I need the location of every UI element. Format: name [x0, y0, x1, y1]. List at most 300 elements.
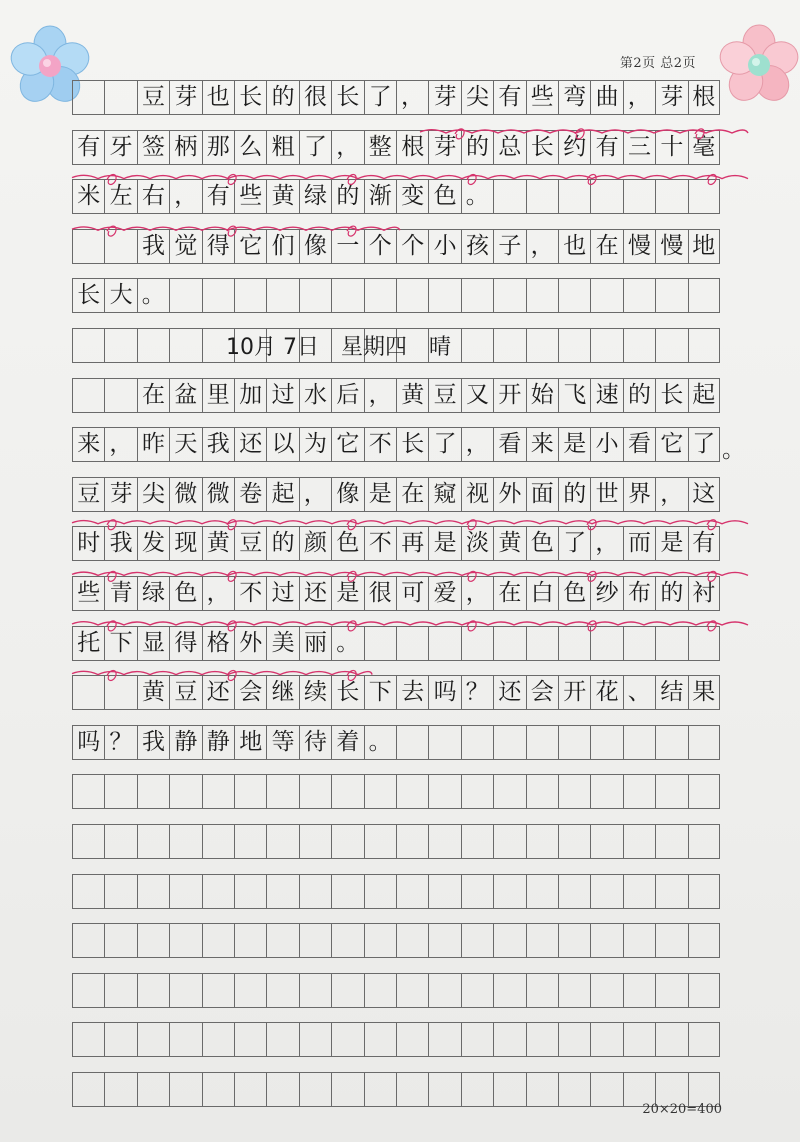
- grid-cell: [688, 328, 720, 363]
- grid-cell: 不: [364, 526, 396, 561]
- grid-cell: [72, 328, 104, 363]
- grid-cell: [72, 229, 104, 264]
- grid-cell: 会: [526, 675, 558, 710]
- grid-cell: 而: [623, 526, 655, 561]
- grid-cell: 有: [688, 526, 720, 561]
- grid-cell: [137, 328, 169, 363]
- grid-cell: [590, 824, 622, 859]
- grid-cell: 昨: [137, 427, 169, 462]
- grid-cell: 有: [493, 80, 525, 115]
- grid-cell: 的: [558, 477, 590, 512]
- grid-cell: ，: [461, 576, 493, 611]
- grid-cell: 签: [137, 130, 169, 165]
- grid-cell: 颜: [299, 526, 331, 561]
- grid-cell: [396, 278, 428, 313]
- grid-cell: 在: [137, 378, 169, 413]
- grid-cell: 十: [655, 130, 687, 165]
- grid-cell: [688, 774, 720, 809]
- grid-cell: 起: [266, 477, 298, 512]
- grid-cell: 色: [169, 576, 201, 611]
- grid-cell: 加: [234, 378, 266, 413]
- grid-cell: 柄: [169, 130, 201, 165]
- grid-cell: 来: [526, 427, 558, 462]
- grid-cell: 整: [364, 130, 396, 165]
- grid-cell: 地: [234, 725, 266, 760]
- grid-cell: [299, 923, 331, 958]
- grid-cell: 芽: [428, 130, 460, 165]
- grid-cell: 米: [72, 179, 104, 214]
- grid-cell: [688, 874, 720, 909]
- grid-cell: 很: [364, 576, 396, 611]
- grid-cell: 。: [364, 725, 396, 760]
- grid-cell: 天: [169, 427, 201, 462]
- grid-cell: ，: [623, 80, 655, 115]
- grid-cell: 它: [655, 427, 687, 462]
- grid-cell: 里: [202, 378, 234, 413]
- grid-cell: 像: [299, 229, 331, 264]
- grid-cell: [266, 824, 298, 859]
- grid-cell: [558, 328, 590, 363]
- grid-cell: 的: [266, 526, 298, 561]
- grid-cell: 在: [590, 229, 622, 264]
- grid-cell: 丽: [299, 626, 331, 661]
- grid-cell: 右: [137, 179, 169, 214]
- grid-row: [72, 278, 720, 313]
- grid-cell: 发: [137, 526, 169, 561]
- grid-cell: 、: [623, 675, 655, 710]
- grid-cell: [655, 874, 687, 909]
- grid-cell: [655, 626, 687, 661]
- grid-cell: 。: [461, 179, 493, 214]
- grid-cell: [493, 725, 525, 760]
- grid-cell: 还: [234, 427, 266, 462]
- grid-row: [72, 130, 720, 165]
- grid-cell: 也: [202, 80, 234, 115]
- grid-cell: 飞: [558, 378, 590, 413]
- grid-row: [72, 774, 720, 809]
- grid-cell: 世: [590, 477, 622, 512]
- grid-cell: [688, 824, 720, 859]
- grid-cell: [461, 1072, 493, 1107]
- grid-cell: [461, 973, 493, 1008]
- grid-cell: 起: [688, 378, 720, 413]
- grid-cell: 是: [428, 526, 460, 561]
- grid-cell: [526, 328, 558, 363]
- grid-cell: 地: [688, 229, 720, 264]
- grid-cell: 小: [428, 229, 460, 264]
- grid-cell: 托: [72, 626, 104, 661]
- grid-cell: [331, 923, 363, 958]
- grid-cell: 了: [688, 427, 720, 462]
- grid-cell: [590, 774, 622, 809]
- grid-cell: 豆: [137, 80, 169, 115]
- grid-cell: [137, 923, 169, 958]
- grid-cell: [169, 278, 201, 313]
- grid-cell: 还: [202, 675, 234, 710]
- grid-cell: [299, 774, 331, 809]
- grid-cell: [623, 923, 655, 958]
- grid-cell: [526, 973, 558, 1008]
- grid-cell: [526, 1072, 558, 1107]
- grid-cell: 还: [299, 576, 331, 611]
- grid-cell: [299, 824, 331, 859]
- grid-cell: 黄: [202, 526, 234, 561]
- grid-cell: [266, 774, 298, 809]
- grid-cell: [428, 923, 460, 958]
- grid-cell: 小: [590, 427, 622, 462]
- grid-row: [72, 874, 720, 909]
- grid-cell: 三: [623, 130, 655, 165]
- grid-cell: 些: [234, 179, 266, 214]
- grid-cell: 的: [331, 179, 363, 214]
- grid-cell: [234, 874, 266, 909]
- grid-cell: 青: [104, 576, 136, 611]
- grid-cell: 黄: [137, 675, 169, 710]
- grid-cell: ，: [169, 179, 201, 214]
- grid-cell: 总: [493, 130, 525, 165]
- grid-cell: [428, 874, 460, 909]
- grid-cell: [623, 278, 655, 313]
- grid-cell: [234, 824, 266, 859]
- grid-cell: 现: [169, 526, 201, 561]
- grid-cell: 速: [590, 378, 622, 413]
- grid-cell: 慢: [623, 229, 655, 264]
- grid-cell: 很: [299, 80, 331, 115]
- grid-row: [72, 229, 720, 264]
- grid-cell: 静: [202, 725, 234, 760]
- grid-cell: 长: [331, 80, 363, 115]
- diary-date-line: 10月 7日 星期四 晴: [226, 335, 451, 360]
- grid-cell: [169, 1022, 201, 1057]
- grid-cell: 我: [137, 229, 169, 264]
- grid-cell: 黄: [266, 179, 298, 214]
- grid-cell: [72, 923, 104, 958]
- grid-cell: [493, 179, 525, 214]
- grid-cell: 得: [169, 626, 201, 661]
- grid-cell: [202, 1022, 234, 1057]
- grid-cell: 芽: [169, 80, 201, 115]
- grid-cell: [623, 774, 655, 809]
- grid-cell: [493, 973, 525, 1008]
- grid-cell: 渐: [364, 179, 396, 214]
- grid-cell: [137, 1022, 169, 1057]
- grid-cell: 续: [299, 675, 331, 710]
- grid-cell: 布: [623, 576, 655, 611]
- grid-cell: [104, 973, 136, 1008]
- grid-cell: 果: [688, 675, 720, 710]
- grid-cell: [688, 278, 720, 313]
- grid-cell: 芽: [104, 477, 136, 512]
- grid-cell: 尖: [137, 477, 169, 512]
- grid-row: [72, 824, 720, 859]
- grid-cell: 是: [331, 576, 363, 611]
- grid-cell: [104, 1022, 136, 1057]
- grid-cell: 我: [137, 725, 169, 760]
- grid-cell: [623, 725, 655, 760]
- grid-cell: 白: [526, 576, 558, 611]
- grid-cell: [266, 874, 298, 909]
- grid-cell: 吗: [428, 675, 460, 710]
- grid-cell: 花: [590, 675, 622, 710]
- grid-cell: [623, 824, 655, 859]
- grid-row: [72, 179, 720, 214]
- grid-cell: [104, 774, 136, 809]
- grid-cell: 些: [526, 80, 558, 115]
- grid-cell: [428, 973, 460, 1008]
- grid-cell: ，: [655, 477, 687, 512]
- grid-cell: [202, 278, 234, 313]
- grid-cell: 衬: [688, 576, 720, 611]
- grid-cell: [364, 874, 396, 909]
- grid-row: [72, 725, 720, 760]
- grid-cell: [72, 675, 104, 710]
- grid-cell: 左: [104, 179, 136, 214]
- grid-cell: [558, 179, 590, 214]
- grid-cell: [72, 973, 104, 1008]
- grid-cell: 个: [364, 229, 396, 264]
- grid-cell: 盆: [169, 378, 201, 413]
- grid-cell: 它: [234, 229, 266, 264]
- grid-cell: 色: [428, 179, 460, 214]
- grid-cell: 的: [655, 576, 687, 611]
- grid-cell: [72, 1022, 104, 1057]
- grid-cell: [396, 725, 428, 760]
- grid-cell: 的: [623, 378, 655, 413]
- grid-cell: ？: [104, 725, 136, 760]
- grid-cell: 格: [202, 626, 234, 661]
- grid-cell: [331, 1022, 363, 1057]
- grid-cell: [202, 774, 234, 809]
- grid-cell: 下: [364, 675, 396, 710]
- grid-cell: [526, 774, 558, 809]
- grid-cell: [526, 1022, 558, 1057]
- grid-cell: 那: [202, 130, 234, 165]
- grid-cell: 豆: [72, 477, 104, 512]
- grid-cell: [655, 774, 687, 809]
- grid-cell: [493, 626, 525, 661]
- grid-cell: ，: [299, 477, 331, 512]
- grid-cell: [558, 774, 590, 809]
- grid-cell: 变: [396, 179, 428, 214]
- grid-cell: 可: [396, 576, 428, 611]
- grid-cell: [266, 923, 298, 958]
- grid-cell: [364, 278, 396, 313]
- grid-cell: [623, 874, 655, 909]
- grid-row: [72, 328, 720, 363]
- grid-cell: [364, 1072, 396, 1107]
- grid-cell: 始: [526, 378, 558, 413]
- grid-cell: [526, 824, 558, 859]
- grid-cell: [396, 923, 428, 958]
- grid-cell: 时: [72, 526, 104, 561]
- grid-cell: [461, 278, 493, 313]
- grid-cell: 外: [493, 477, 525, 512]
- grid-cell: 约: [558, 130, 590, 165]
- grid-cell: ，: [202, 576, 234, 611]
- pink-flower-sticker-icon: [718, 22, 800, 112]
- grid-cell: [396, 774, 428, 809]
- grid-cell: 曲: [590, 80, 622, 115]
- grid-cell: [169, 1072, 201, 1107]
- grid-cell: [266, 1022, 298, 1057]
- grid-row: [72, 526, 720, 561]
- grid-cell: [169, 824, 201, 859]
- grid-cell: 的: [461, 130, 493, 165]
- grid-cell: 根: [396, 130, 428, 165]
- grid-cell: 了: [364, 80, 396, 115]
- grid-cell: [558, 923, 590, 958]
- grid-cell: [137, 973, 169, 1008]
- grid-cell: [461, 923, 493, 958]
- grid-cell: 子: [493, 229, 525, 264]
- grid-cell: [396, 1022, 428, 1057]
- page-number-label: 第2页 总2页: [619, 56, 696, 71]
- grid-cell: ，: [364, 378, 396, 413]
- grid-cell: 是: [558, 427, 590, 462]
- grid-cell: ，: [331, 130, 363, 165]
- grid-cell: [104, 874, 136, 909]
- grid-cell: 窥: [428, 477, 460, 512]
- grid-cell: [331, 824, 363, 859]
- grid-cell: 卷: [234, 477, 266, 512]
- grid-cell: 过: [266, 378, 298, 413]
- grid-cell: [137, 774, 169, 809]
- grid-cell: [461, 328, 493, 363]
- grid-cell: 微: [169, 477, 201, 512]
- grid-cell: 的: [266, 80, 298, 115]
- grid-cell: [461, 1022, 493, 1057]
- grid-cell: [234, 973, 266, 1008]
- grid-cell: [72, 774, 104, 809]
- grid-cell: [655, 328, 687, 363]
- grid-cell: [169, 774, 201, 809]
- grid-cell: 色: [331, 526, 363, 561]
- grid-cell: 豆: [428, 378, 460, 413]
- grid-cell: [493, 278, 525, 313]
- grid-cell: [169, 973, 201, 1008]
- grid-cell: 长: [234, 80, 266, 115]
- grid-cell: [266, 973, 298, 1008]
- grid-cell: 黄: [396, 378, 428, 413]
- grid-cell: 我: [202, 427, 234, 462]
- grid-cell: [493, 1022, 525, 1057]
- grid-cell: [428, 278, 460, 313]
- grid-row: [72, 675, 720, 710]
- grid-cell: [364, 1022, 396, 1057]
- grid-cell: [623, 973, 655, 1008]
- grid-cell: [461, 874, 493, 909]
- grid-cell: [655, 973, 687, 1008]
- grid-cell: [558, 1022, 590, 1057]
- grid-cell: [590, 874, 622, 909]
- grid-cell: [623, 328, 655, 363]
- grid-cell: [202, 973, 234, 1008]
- grid-cell: 去: [396, 675, 428, 710]
- grid-cell: 吗: [72, 725, 104, 760]
- grid-row: [72, 1072, 720, 1107]
- grid-cell: 再: [396, 526, 428, 561]
- grid-cell: [331, 874, 363, 909]
- grid-cell: 后: [331, 378, 363, 413]
- grid-cell: 界: [623, 477, 655, 512]
- grid-cell: 还: [493, 675, 525, 710]
- grid-cell: 着: [331, 725, 363, 760]
- grid-cell: [493, 1072, 525, 1107]
- grid-cell: 有: [72, 130, 104, 165]
- grid-cell: 么: [234, 130, 266, 165]
- grid-cell: 开: [558, 675, 590, 710]
- grid-cell: [299, 973, 331, 1008]
- grid-cell: [299, 1072, 331, 1107]
- grid-cell: 长: [331, 675, 363, 710]
- grid-cell: 毫: [688, 130, 720, 165]
- grid-cell: 纱: [590, 576, 622, 611]
- grid-cell: [558, 1072, 590, 1107]
- grid-cell: [331, 278, 363, 313]
- grid-cell: 看: [493, 427, 525, 462]
- grid-cell: [137, 1072, 169, 1107]
- grid-cell: [104, 229, 136, 264]
- grid-row: [72, 378, 720, 413]
- grid-count-label: 20×20=400: [642, 1102, 722, 1117]
- grid-cell: 黄: [493, 526, 525, 561]
- grid-cell: [590, 278, 622, 313]
- grid-cell: 。: [331, 626, 363, 661]
- grid-cell: [688, 973, 720, 1008]
- grid-cell: [364, 973, 396, 1008]
- grid-cell: [526, 725, 558, 760]
- grid-row: [72, 923, 720, 958]
- grid-cell: 了: [428, 427, 460, 462]
- grid-cell: [688, 923, 720, 958]
- grid-row: [72, 427, 745, 464]
- grid-cell: [558, 725, 590, 760]
- grid-cell: 爱: [428, 576, 460, 611]
- grid-cell: [72, 874, 104, 909]
- grid-row: [72, 626, 720, 661]
- grid-cell: ，: [590, 526, 622, 561]
- grid-cell: 美: [266, 626, 298, 661]
- grid-cell: 觉: [169, 229, 201, 264]
- grid-cell: 了: [299, 130, 331, 165]
- grid-cell: [234, 923, 266, 958]
- grid-cell: [299, 1022, 331, 1057]
- grid-cell: [169, 328, 201, 363]
- grid-cell: 下: [104, 626, 136, 661]
- grid-cell: [623, 1022, 655, 1057]
- grid-cell: ，: [396, 80, 428, 115]
- grid-cell: [331, 1072, 363, 1107]
- grid-cell: [428, 774, 460, 809]
- grid-cell: ？: [461, 675, 493, 710]
- grid-cell: 了: [558, 526, 590, 561]
- grid-cell: [428, 1022, 460, 1057]
- grid-cell: [526, 874, 558, 909]
- grid-cell: [396, 626, 428, 661]
- grid-cell: [590, 1022, 622, 1057]
- grid-cell: 芽: [428, 80, 460, 115]
- grid-cell: [72, 378, 104, 413]
- grid-row: [72, 477, 720, 512]
- grid-cell: [169, 874, 201, 909]
- grid-cell: 是: [364, 477, 396, 512]
- grid-cell: 继: [266, 675, 298, 710]
- grid-cell: 为: [299, 427, 331, 462]
- grid-cell: 又: [461, 378, 493, 413]
- grid-cell: 长: [526, 130, 558, 165]
- grid-cell: 有: [590, 130, 622, 165]
- grid-cell: [234, 774, 266, 809]
